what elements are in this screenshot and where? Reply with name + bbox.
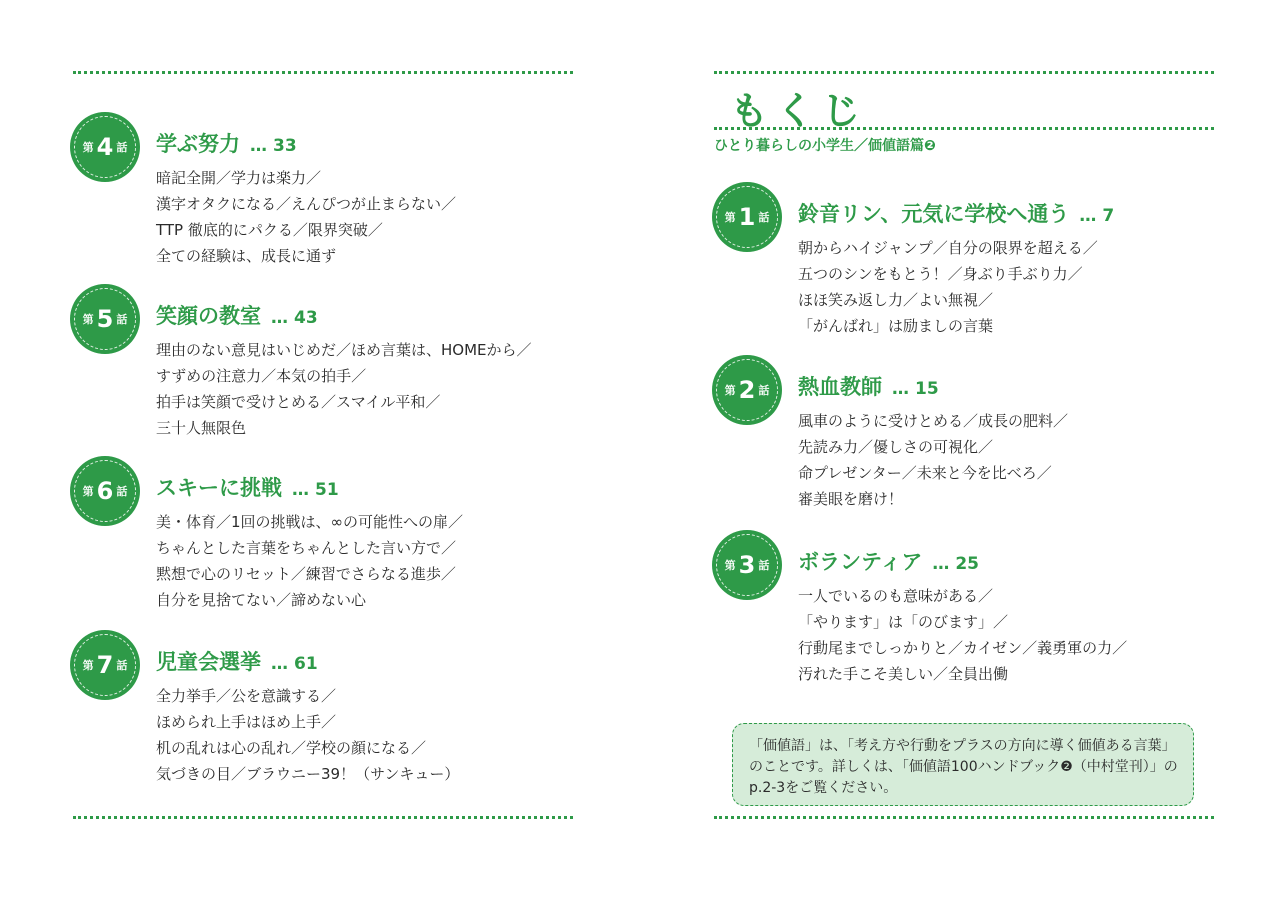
- badge-prefix: 第: [82, 485, 94, 498]
- list-item: 三十人無限色: [156, 419, 247, 437]
- badge-prefix: 第: [724, 211, 736, 224]
- leader-dots: …: [932, 554, 950, 574]
- chapter-title: スキーに挑戦: [156, 476, 282, 500]
- badge-suffix: 話: [116, 141, 128, 154]
- badge-number: 5: [96, 305, 114, 333]
- badge-number: 3: [738, 551, 756, 579]
- chapter-title: 学ぶ努力: [156, 132, 240, 156]
- list-item: 全ての経験は、成長に通ず: [156, 247, 337, 265]
- list-item: 五つのシンをもとう！／身ぶり手ぶり力／: [798, 265, 1083, 283]
- page-number: 25: [955, 554, 979, 574]
- leader-dots: …: [292, 480, 309, 500]
- page-number: 61: [294, 654, 318, 674]
- chapter-items: [798, 235, 1098, 339]
- note-line: 「価値語」は、「考え方や行動をプラスの方向に導く価値ある言葉」: [749, 738, 1176, 754]
- chapter-badge: [70, 112, 140, 182]
- note-line: p.2-3をご覧ください。: [749, 780, 898, 796]
- list-item: 命プレゼンター／未来と今を比べろ／: [798, 464, 1052, 482]
- badge-number: 1: [738, 203, 756, 231]
- badge-suffix: 話: [758, 559, 770, 572]
- chapter-title-line[interactable]: [156, 646, 318, 676]
- toc-subtitle: ひとり暮らしの小学生／価値語篇❷: [714, 138, 936, 154]
- badge-suffix: 話: [758, 384, 770, 397]
- chapter-title: 鈴音リン、元気に学校へ通う: [798, 202, 1070, 226]
- chapter-items: [156, 165, 456, 269]
- badge-number: 2: [738, 376, 756, 404]
- leader-dots: …: [250, 136, 267, 156]
- badge-suffix: 話: [116, 313, 128, 326]
- note-box: [732, 723, 1194, 806]
- badge-suffix: 話: [116, 659, 128, 672]
- chapter-title-line[interactable]: [798, 371, 939, 401]
- badge-suffix: 話: [116, 485, 128, 498]
- leader-dots: …: [271, 654, 288, 674]
- list-item: TTP 徹底的にパクる／限界突破／: [156, 221, 383, 239]
- list-item: 行動尾までしっかりと／カイゼン／義勇軍の力／: [798, 639, 1128, 657]
- list-item: ほほ笑み返し力／よい無視／: [798, 291, 994, 309]
- chapter-title-line[interactable]: [156, 472, 339, 502]
- leader-dots: …: [892, 379, 909, 399]
- page-number: 33: [273, 136, 297, 156]
- list-item: 暗記全開／学力は楽力／: [156, 169, 322, 187]
- chapter-badge: [712, 530, 782, 600]
- list-item: 汚れた手こそ美しい／全員出働: [798, 665, 1009, 683]
- list-item: 全力挙手／公を意識する／: [156, 687, 337, 705]
- chapter-badge: [70, 630, 140, 700]
- chapter-items: [156, 509, 463, 613]
- leader-dots: …: [271, 308, 288, 328]
- list-item: 漢字オタクになる／えんぴつが止まらない／: [156, 195, 457, 213]
- list-item: 黙想で心のリセット／練習でさらなる進歩／: [156, 565, 456, 583]
- chapter-badge: [70, 456, 140, 526]
- list-item: 審美眼を磨け！: [798, 490, 904, 508]
- chapter-items: [798, 408, 1068, 512]
- list-item: 朝からハイジャンプ／自分の限界を超える／: [798, 239, 1098, 257]
- list-item: 美・体育／1回の挑戦は、∞の可能性への扉／: [156, 513, 464, 531]
- chapter-badge: [712, 355, 782, 425]
- bottom-divider: [73, 816, 573, 819]
- badge-suffix: 話: [758, 211, 770, 224]
- badge-number: 6: [96, 477, 114, 505]
- page-number: 15: [915, 379, 939, 399]
- note-line: のことです。詳しくは、「価値語100ハンドブック❷（中村堂刊）」の: [749, 759, 1178, 775]
- chapter-title: 熱血教師: [798, 375, 882, 399]
- top-divider: [714, 71, 1214, 74]
- bottom-divider: [714, 816, 1214, 819]
- list-item: 拍手は笑顔で受けとめる／スマイル平和／: [156, 393, 441, 411]
- chapter-items: [798, 583, 1127, 687]
- chapter-title: ボランティア: [798, 550, 923, 574]
- badge-prefix: 第: [724, 559, 736, 572]
- right-page: [640, 0, 1280, 905]
- top-divider: [73, 71, 573, 74]
- list-item: 机の乱れは心の乱れ／学校の顔になる／: [156, 739, 427, 757]
- page-number: 7: [1102, 206, 1115, 226]
- leader-dots: …: [1079, 206, 1097, 226]
- badge-number: 7: [96, 651, 114, 679]
- list-item: 風車のように受けとめる／成長の肥料／: [798, 412, 1069, 430]
- list-item: 気づきの目／ブラウニー39！（サンキュー）: [156, 765, 460, 783]
- chapter-title-line[interactable]: [156, 128, 297, 158]
- chapter-title-line[interactable]: [798, 546, 979, 576]
- badge-prefix: 第: [82, 313, 94, 326]
- chapter-title: 笑顔の教室: [156, 304, 261, 328]
- heading-divider: [714, 127, 1214, 130]
- badge-prefix: 第: [82, 659, 94, 672]
- list-item: 先読み力／優しさの可視化／: [798, 438, 994, 456]
- list-item: すずめの注意力／本気の拍手／: [156, 367, 367, 385]
- list-item: 自分を見捨てない／諦めない心: [156, 591, 367, 609]
- list-item: ほめられ上手はほめ上手／: [156, 713, 337, 731]
- chapter-items: [156, 683, 459, 787]
- chapter-title: 児童会選挙: [156, 650, 261, 674]
- badge-prefix: 第: [724, 384, 736, 397]
- page-number: 51: [315, 480, 339, 500]
- badge-number: 4: [96, 133, 114, 161]
- chapter-items: [156, 337, 532, 441]
- list-item: 理由のない意見はいじめだ／ほめ言葉は、HOMEから／: [156, 341, 532, 359]
- list-item: ちゃんとした言葉をちゃんとした言い方で／: [156, 539, 457, 557]
- page-number: 43: [294, 308, 318, 328]
- chapter-badge: [712, 182, 782, 252]
- toc-heading: もくじ: [730, 89, 869, 133]
- chapter-badge: [70, 284, 140, 354]
- list-item: 「やります」は「のびます」／: [798, 613, 1009, 631]
- badge-prefix: 第: [82, 141, 94, 154]
- list-item: 一人でいるのも意味がある／: [798, 587, 994, 605]
- chapter-title-line[interactable]: [798, 198, 1114, 228]
- list-item: 「がんばれ」は励ましの言葉: [798, 317, 994, 335]
- chapter-title-line[interactable]: [156, 300, 318, 330]
